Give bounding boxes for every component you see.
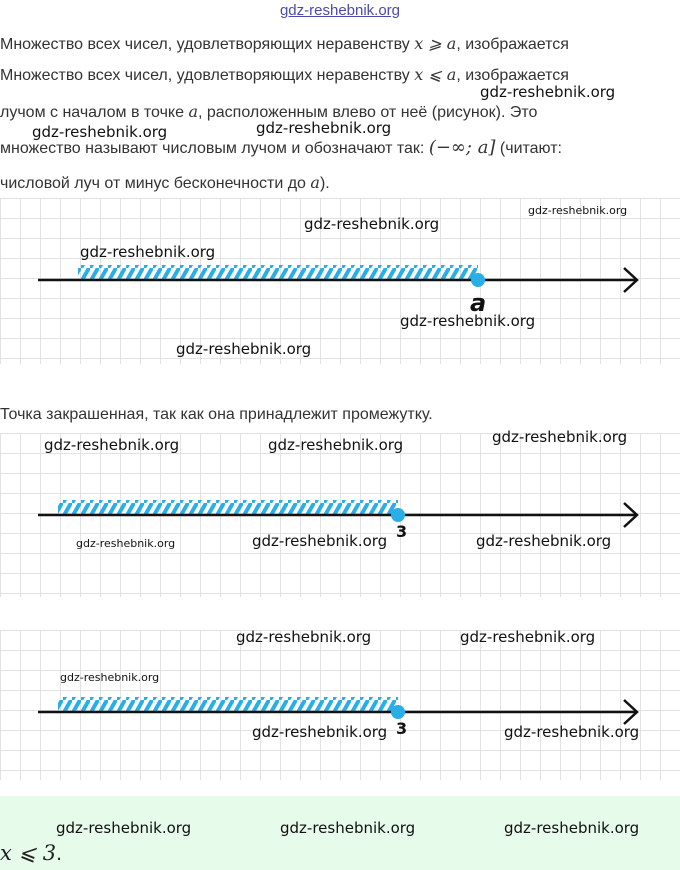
site-link[interactable]: gdz-reshebnik.org <box>279 2 401 19</box>
filled-point-1 <box>471 273 485 287</box>
line5-text: числовой луч от минус бесконечности до <box>0 175 311 192</box>
watermark: gdz-reshebnik.org <box>280 819 416 837</box>
point-label-3: 3 <box>396 719 408 738</box>
watermark: gdz-reshebnik.org <box>252 532 388 550</box>
watermark: gdz-reshebnik.org <box>528 204 628 217</box>
paragraph-line-2 <box>0 65 569 85</box>
watermark: gdz-reshebnik.org <box>476 532 612 550</box>
filled-point-3 <box>391 705 405 719</box>
paragraph-line-1 <box>0 34 569 54</box>
line4-text-end: (читают: <box>495 140 562 157</box>
watermark: gdz-reshebnik.org <box>236 628 372 646</box>
number-line-svg-2 <box>0 433 680 597</box>
shaded-ray-3 <box>58 697 398 711</box>
shaded-ray-2 <box>58 500 398 514</box>
line4-math: (−∞; a] <box>428 137 496 158</box>
watermark: gdz-reshebnik.org <box>400 312 536 330</box>
line2-math: x ⩽ a <box>414 65 457 84</box>
watermark: gdz-reshebnik.org <box>80 243 216 261</box>
answer-period: . <box>56 842 62 865</box>
line2-text: Множество всех чисел, удовлетворяющих неравенству <box>0 67 415 84</box>
watermark: gdz-reshebnik.org <box>76 537 176 550</box>
number-line-figure-2 <box>0 433 680 597</box>
watermark: gdz-reshebnik.org <box>268 436 404 454</box>
watermark: gdz-reshebnik.org <box>480 83 616 101</box>
watermark: gdz-reshebnik.org <box>44 436 180 454</box>
watermark: gdz-reshebnik.org <box>492 428 628 446</box>
line5-text-end: ). <box>319 175 330 192</box>
watermark: gdz-reshebnik.org <box>304 215 440 233</box>
line1-text: Множество всех чисел, удовлетворяющих неравенству <box>0 36 415 53</box>
line3-text: лучом с началом в точке <box>0 104 189 121</box>
point-label-1: a <box>470 289 487 317</box>
watermark: gdz-reshebnik.org <box>504 819 640 837</box>
line2-text-end: , изображается <box>456 67 569 84</box>
watermark: gdz-reshebnik.org <box>176 340 312 358</box>
watermark: gdz-reshebnik.org <box>460 628 596 646</box>
watermark: gdz-reshebnik.org <box>256 119 392 137</box>
paragraph-line-5 <box>0 173 330 193</box>
watermark: gdz-reshebnik.org <box>504 723 640 741</box>
watermark: gdz-reshebnik.org <box>60 671 160 684</box>
number-line-svg-3 <box>0 630 680 780</box>
watermark: gdz-reshebnik.org <box>32 123 168 141</box>
line3-text-end: , расположенным влево от неё (рисунок). Это <box>197 104 538 121</box>
line5-math: a <box>310 173 320 192</box>
answer-math: x ⩽ 3 <box>0 841 57 865</box>
point-label-2: 3 <box>396 522 408 541</box>
line4-text: множество называют числовым лучом и обозначают так: <box>0 140 429 157</box>
line3-math: a <box>188 102 198 121</box>
answer-line <box>0 841 62 866</box>
shaded-ray-1 <box>78 265 478 279</box>
watermark: gdz-reshebnik.org <box>252 723 388 741</box>
filled-point-2 <box>391 508 405 522</box>
watermark: gdz-reshebnik.org <box>56 819 192 837</box>
number-line-figure-3 <box>0 630 680 780</box>
point-note: Точка закрашенная, так как она принадлежит промежутку. <box>0 406 433 423</box>
line1-text-end: , изображается <box>456 36 569 53</box>
line1-math: x ⩾ a <box>414 34 457 53</box>
